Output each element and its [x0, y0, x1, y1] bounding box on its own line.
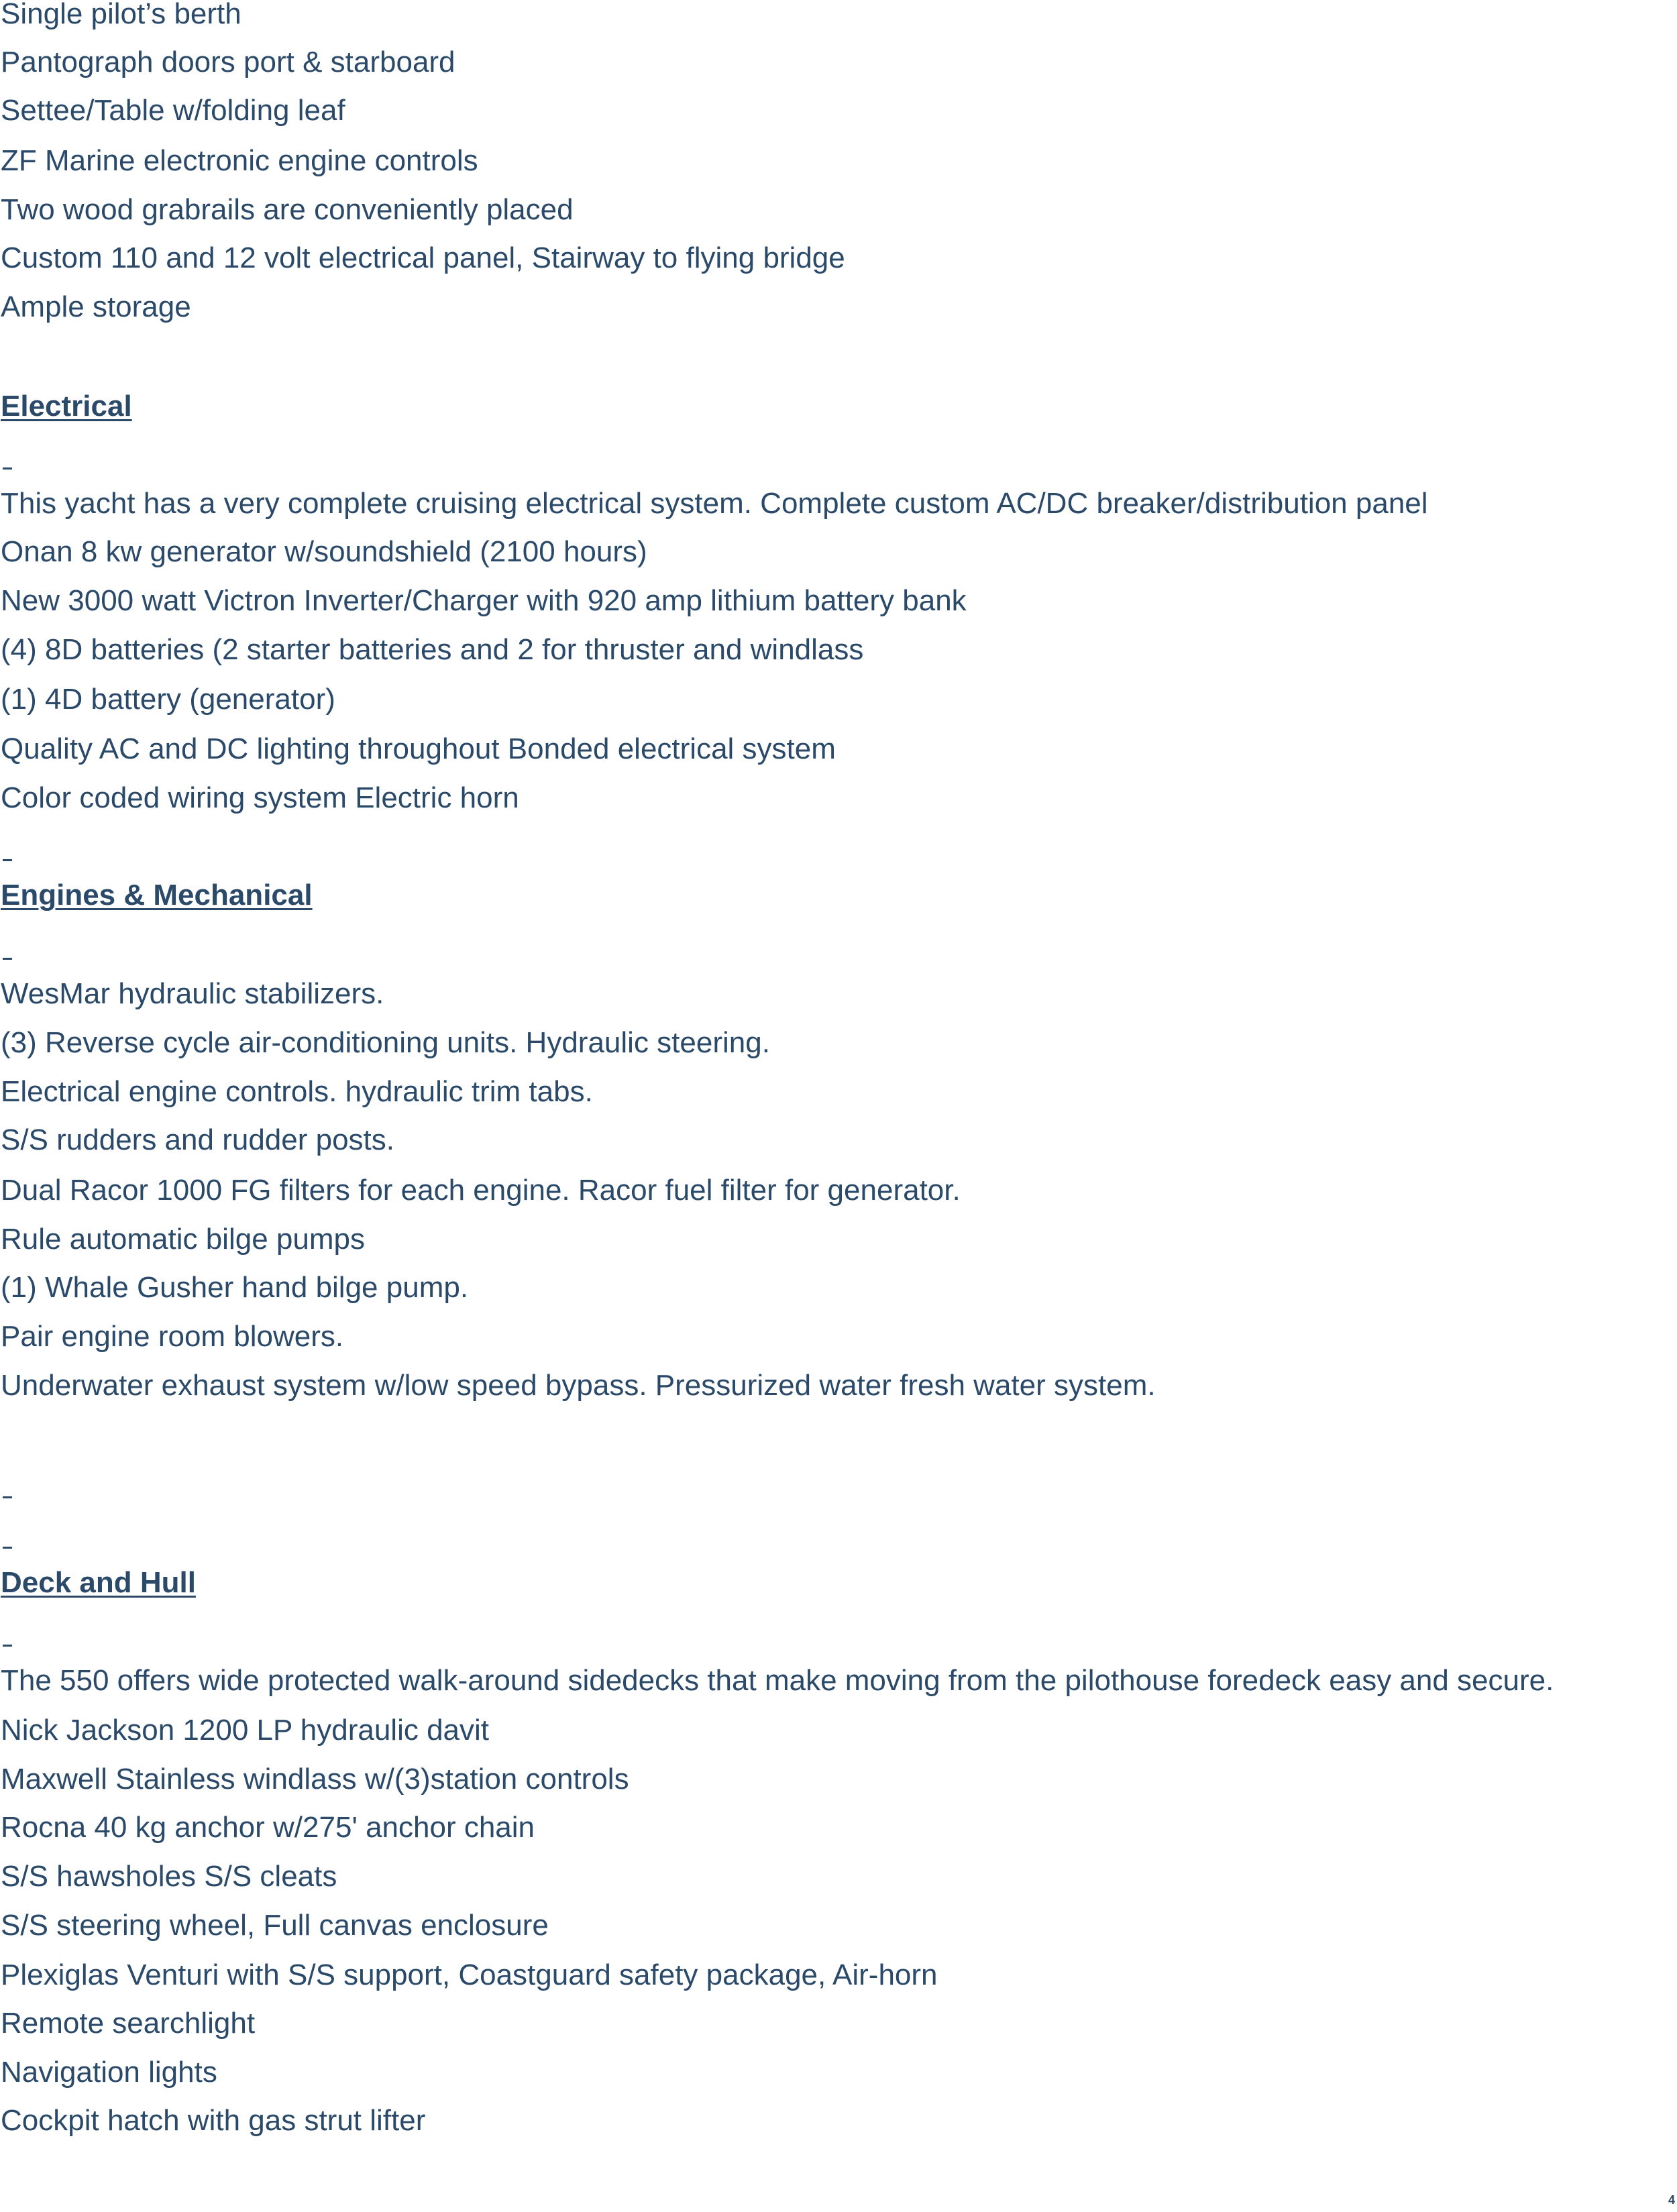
- text-line: WesMar hydraulic stabilizers.: [1, 977, 384, 1010]
- text-line: This yacht has a very complete cruising electrical system. Complete custom AC/DC breaker/distribution panel: [1, 487, 1428, 520]
- text-line: Dual Racor 1000 FG filters for each engine. Racor fuel filter for generator.: [1, 1174, 961, 1207]
- spacer-mark: [3, 1496, 12, 1498]
- text-line: Electrical engine controls. hydraulic trim tabs.: [1, 1075, 593, 1108]
- text-line: (1) 4D battery (generator): [1, 683, 335, 716]
- spacer-mark: [3, 467, 12, 469]
- spacer-mark: [3, 1645, 12, 1647]
- spacer-mark: [3, 958, 12, 960]
- text-line: Underwater exhaust system w/low speed bypass. Pressurized water fresh water system.: [1, 1369, 1156, 1402]
- text-line: Navigation lights: [1, 2056, 217, 2089]
- text-line: (1) Whale Gusher hand bilge pump.: [1, 1271, 469, 1304]
- text-line: S/S rudders and rudder posts.: [1, 1123, 394, 1156]
- text-line: Maxwell Stainless windlass w/(3)station controls: [1, 1763, 629, 1795]
- text-line: New 3000 watt Victron Inverter/Charger with 920 amp lithium battery bank: [1, 584, 967, 617]
- text-line: S/S hawsholes S/S cleats: [1, 1860, 337, 1893]
- text-line: (4) 8D batteries (2 starter batteries and 2 for thruster and windlass: [1, 633, 864, 666]
- text-line: Single pilot’s berth: [1, 0, 241, 30]
- text-line: Plexiglas Venturi with S/S support, Coastguard safety package, Air-horn: [1, 1958, 938, 1991]
- text-line: Pantograph doors port & starboard: [1, 46, 455, 78]
- spacer-mark: [3, 1547, 12, 1549]
- text-line: Ample storage: [1, 290, 191, 323]
- text-line: Custom 110 and 12 volt electrical panel, Stairway to flying bridge: [1, 241, 845, 274]
- text-line: Rocna 40 kg anchor w/275' anchor chain: [1, 1811, 535, 1844]
- spacer-mark: [3, 859, 12, 861]
- text-line: Remote searchlight: [1, 2007, 256, 2040]
- text-line: The 550 offers wide protected walk-around sidedecks that make moving from the pilothouse foredeck easy and secure.: [1, 1664, 1554, 1697]
- text-line: Settee/Table w/folding leaf: [1, 94, 345, 127]
- text-line: ZF Marine electronic engine controls: [1, 144, 478, 177]
- section-heading-engines: Engines & Mechanical: [1, 879, 313, 911]
- text-line: Rule automatic bilge pumps: [1, 1223, 365, 1256]
- text-line: Pair engine room blowers.: [1, 1320, 344, 1353]
- text-line: Two wood grabrails are conveniently placed: [1, 193, 574, 226]
- section-heading-electrical: Electrical: [1, 390, 132, 423]
- text-line: Quality AC and DC lighting throughout Bonded electrical system: [1, 732, 836, 765]
- text-line: Onan 8 kw generator w/soundshield (2100 hours): [1, 535, 647, 568]
- text-line: Cockpit hatch with gas strut lifter: [1, 2104, 426, 2137]
- text-line: Nick Jackson 1200 LP hydraulic davit: [1, 1714, 490, 1747]
- text-line: (3) Reverse cycle air-conditioning units. Hydraulic steering.: [1, 1026, 770, 1059]
- page-number: 4: [1668, 2193, 1675, 2207]
- text-line: S/S steering wheel, Full canvas enclosure: [1, 1909, 549, 1942]
- text-line: Color coded wiring system Electric horn: [1, 781, 519, 814]
- section-heading-deck-hull: Deck and Hull: [1, 1566, 196, 1599]
